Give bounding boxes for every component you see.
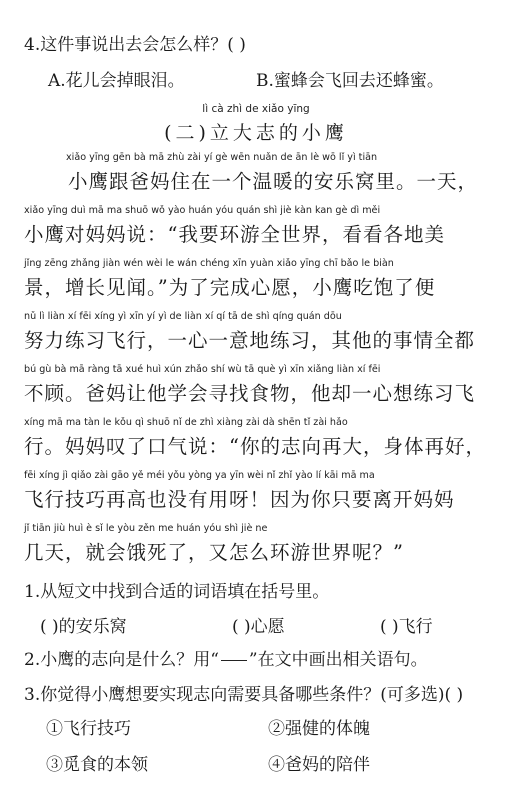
question-1-blank-2[interactable]: ( )心愿 [232,617,285,637]
passage-line-4-pinyin: nǔ lì liàn xí fēi xíng yì xīn yí yì de liàn xí qí tā de shì qíng quán dōu [24,311,342,322]
passage-line-7-text: 飞行技巧再高也没有用呀！因为你只要离开妈妈 [24,488,455,511]
passage-line-4-text: 努力练习飞行，一心一意地练习，其他的事情全都 [24,329,476,352]
passage-line-3-pinyin: jǐng zēng zhǎng jiàn wén wèi le wán chéng xīn yuàn xiǎo yīng chī bǎo le biàn [24,258,394,269]
passage-line-6-text: 行。妈妈叹了口气说：“你的志向再大，身体再好， [24,435,486,458]
passage-line-3-text: 景，增长见闻。”为了完成心愿，小鹰吃饱了便 [24,276,436,299]
question-3-option-1[interactable]: ①飞行技巧 [46,719,131,739]
question-4-options [48,66,488,90]
question-4-option-b[interactable]: B.蜜蜂会飞回去还蜂蜜。 [256,71,444,91]
passage-line-7-pinyin: fēi xíng jì qiǎo zài gāo yě méi yǒu yòng ya yīn wèi nǐ zhǐ yào lí kāi mā ma [24,470,375,481]
passage-line-8-pinyin: jǐ tiān jiù huì è sǐ le yòu zěn me huán yóu shì jiè ne [24,523,268,534]
passage-title: (二)立大志的小鹰 [164,122,348,144]
passage-line-1-pinyin: xiǎo yīng gēn bà mā zhù zài yí gè wēn nuǎn de ān lè wō lǐ yì tiān [66,152,378,163]
passage-line-8-text: 几天，就会饿死了，又怎么环游世界呢？” [24,541,404,564]
question-1-blank-1[interactable]: ( )的安乐窝 [40,617,127,637]
question-1-blank-3[interactable]: ( )飞行 [380,617,433,637]
question-3-option-4[interactable]: ④爸妈的陪伴 [268,755,370,775]
passage-line-1-text: 小鹰跟爸妈住在一个温暖的安乐窝里。一天， [68,170,479,193]
question-2-text-before: 2.小鹰的志向是什么？用“ [24,650,219,670]
question-2 [24,645,428,670]
passage-line-5-pinyin: bú gù bà mā ràng tā xué huì xún zhǎo shí wù tā què yì xīn xiǎng liàn xí fēi [24,364,381,375]
question-1: 1.从短文中找到合适的词语填在括号里。 [24,582,330,602]
underline-mark [221,660,247,661]
question-2-text-after: ”在文中画出相关语句。 [248,650,428,670]
question-3-option-2[interactable]: ②强健的体魄 [268,719,370,739]
question-3-option-3[interactable]: ③觅食的本领 [46,755,148,775]
question-4-option-a[interactable]: A.花儿会掉眼泪。 [48,71,185,91]
passage-title-pinyin: lì cà zhì de xiǎo yīng [202,103,310,115]
passage-line-6-pinyin: xíng mā ma tàn le kǒu qì shuō nǐ de zhì xiàng zài dà shēn tǐ zài hǎo [24,417,348,428]
passage-line-5-text: 不顾。爸妈让他学会寻找食物，他却一心想练习飞 [24,382,476,405]
question-4: 4.这件事说出去会怎么样？( ) [24,35,246,55]
passage-line-2-pinyin: xiǎo yīng duì mā ma shuō wǒ yào huán yóu quán shì jiè kàn kan gè dì měi [24,205,381,216]
passage-line-2-text: 小鹰对妈妈说：“我要环游全世界，看看各地美 [24,223,445,246]
question-3: 3.你觉得小鹰想要实现志向需要具备哪些条件？(可多选)( ) [24,685,464,705]
